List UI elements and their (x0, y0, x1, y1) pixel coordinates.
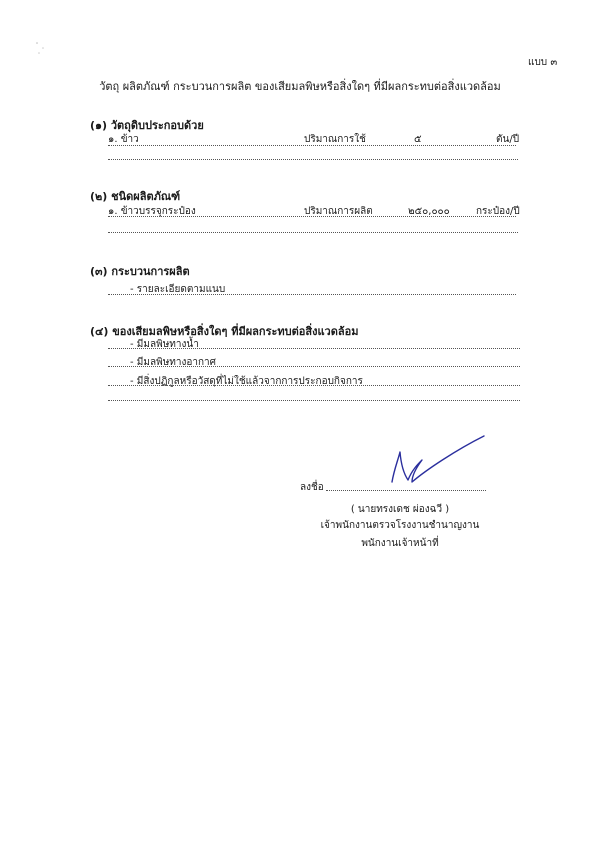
product-unit: กระป๋อง/ปี (476, 206, 520, 217)
product-item: ๑. ข้าวบรรจุกระป๋อง (108, 206, 196, 217)
raw-material-unit: ตัน/ปี (496, 134, 520, 145)
raw-material-qty-label: ปริมาณการใช้ (304, 134, 366, 145)
fill-line (108, 145, 516, 146)
pollution-item: - มีมลพิษทางน้ำ (130, 339, 199, 350)
pollution-heading: (๔) ของเสียมลพิษหรือสิ่งใดๆ ที่มีผลกระทบต่อสิ่งแวดล้อม (90, 325, 359, 338)
process-item: - รายละเอียดตามแนบ (130, 284, 226, 295)
document-title: วัตถุ ผลิตภัณฑ์ กระบวนการผลิต ของเสียมลพิษหรือสิ่งใดๆ ที่มีผลกระทบต่อสิ่งแวดล้อม (99, 80, 501, 93)
process-heading: (๓) กระบวนการผลิต (90, 265, 190, 278)
faint-seal-mark (34, 40, 48, 56)
raw-material-item: ๑. ข้าว (108, 134, 139, 145)
pollution-item: - มีสิ่งปฏิกูลหรือวัสดุที่ไม่ใช้แล้วจากการประกอบกิจการ (130, 376, 363, 387)
raw-material-qty-value: ๕ (414, 134, 422, 145)
form-code: แบบ ๓ (528, 57, 558, 68)
signatory-position: เจ้าพนักงานตรวจโรงงานชำนาญงาน (320, 520, 480, 531)
signatory-role: พนักงานเจ้าหน้าที่ (361, 538, 439, 549)
products-heading: (๒) ชนิดผลิตภัณฑ์ (90, 190, 181, 203)
handwritten-signature (386, 430, 490, 490)
fill-line (108, 159, 518, 160)
signature-line (326, 490, 486, 491)
fill-line (108, 366, 520, 367)
signature-label: ลงชื่อ (300, 482, 324, 493)
fill-line (108, 232, 518, 233)
signatory-name: ( นายทรงเดช ผ่องฉวี ) (350, 504, 450, 515)
pollution-item: - มีมลพิษทางอากาศ (130, 357, 217, 368)
fill-line (108, 400, 520, 401)
fill-line (108, 348, 520, 349)
product-qty-value: ๒๕๐,๐๐๐ (408, 206, 450, 217)
fill-line (108, 385, 520, 386)
fill-line (108, 216, 516, 217)
fill-line (108, 294, 516, 295)
raw-materials-heading: (๑) วัตถุดิบประกอบด้วย (90, 119, 204, 132)
product-qty-label: ปริมาณการผลิต (304, 206, 373, 217)
